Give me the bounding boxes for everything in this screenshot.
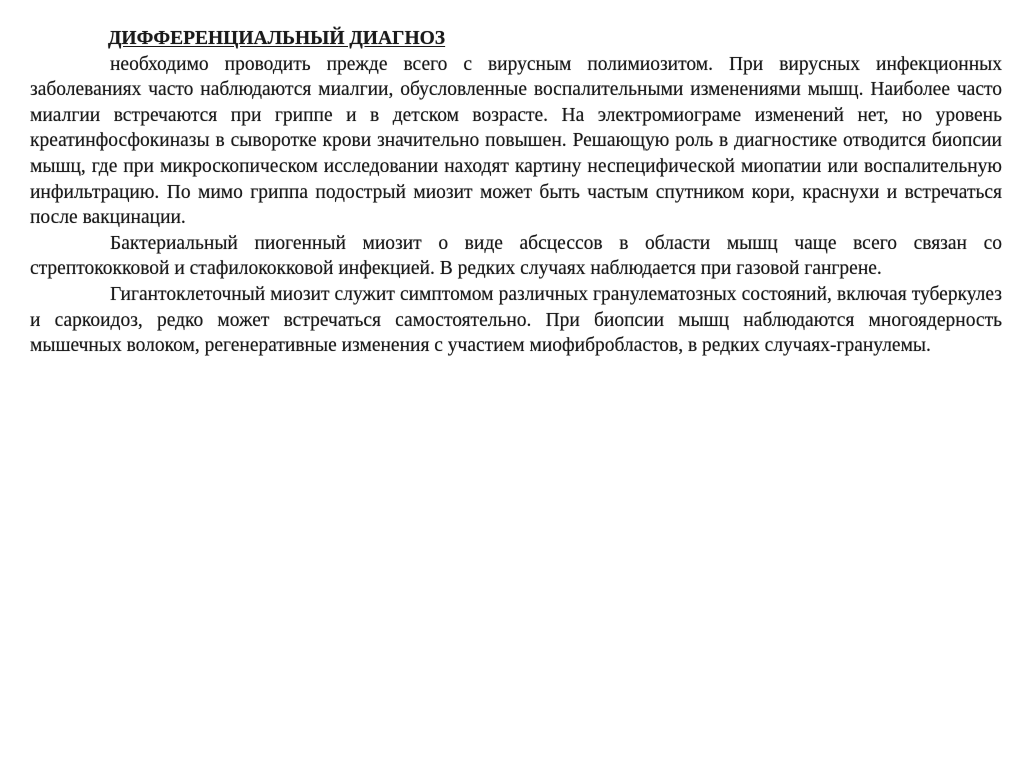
document-body — [30, 26, 1002, 359]
document-heading: ДИФФЕРЕНЦИАЛЬНЫЙ ДИАГНОЗ — [108, 28, 446, 49]
paragraph-bacterial-myositis: Бактериальный пиогенный миозит о виде абсцессов в области мышц чаще всего связан со стрептококковой и стафилококковой инфекцией. В редких случаях наблюдается при газовой гангрене. — [30, 232, 1002, 280]
paragraph-viral-myositis: необходимо проводить прежде всего с вирусным полимиозитом. При вирусных инфекционных заболеваниях часто наблюдаются миалгии, обусловленные воспалительными изменениями мышц. Наиболее часто миалгии встречаются при гриппе и в детском возрасте. На электромиограме изменений нет, но уровень креатинфосфокиназы в сыворотке крови значительно повышен. Решающую роль в диагностике отводится биопсии мышц, где при микроскопическом исследовании находят картину неспецифической миопатии или воспалительную инфильтрацию. По мимо гриппа подострый миозит может быть частым спутником кори, краснухи и встречаться после вакцинации. — [30, 53, 1002, 229]
paragraph-giant-cell-myositis: Гигантоклеточный миозит служит симптомом различных гранулематозных состояний, включая туберкулез и саркоидоз, редко может встречаться самостоятельно. При биопсии мышц наблюдаются многоядерность мышечных волоком, регенеративные изменения с участием миофибробластов, в редких случаях-гранулемы. — [30, 283, 1002, 357]
